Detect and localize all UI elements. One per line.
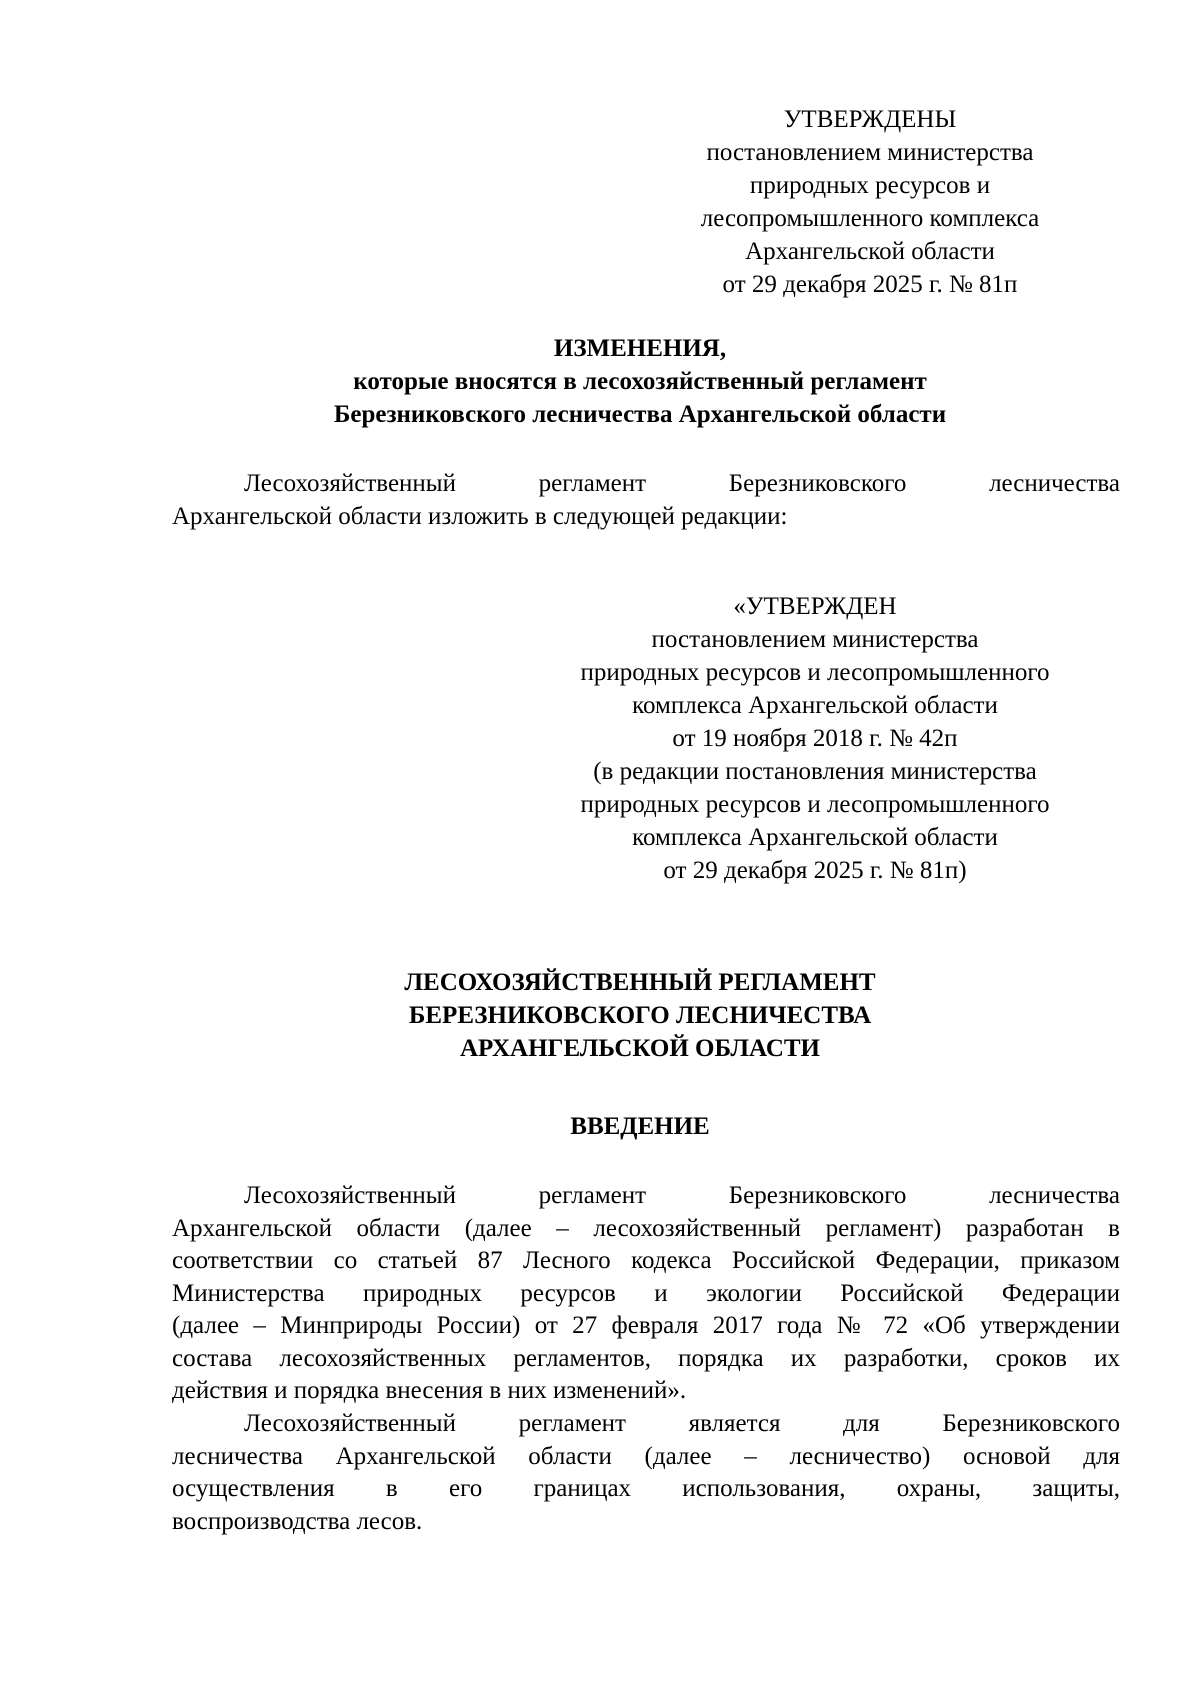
paragraph-line: (далее – Минприроды России) от 27 февраля 2017 года № 72 «Об утверждении [172,1312,1120,1339]
approval-line: природных ресурсов и [749,172,991,199]
paragraph-line: воспроизводства лесов. [172,1507,423,1535]
approval-block [660,103,1080,301]
intro-line: Архангельской области изложить в следующей редакции: [172,502,788,530]
paragraph-line: осуществления в его границах использования, охраны, защиты, [172,1475,1120,1502]
approved-line: природных ресурсов и лесопромышленного [580,791,1050,818]
changes-title-line: Березниковского лесничества Архангельской области [333,401,947,428]
regulation-title-line: БЕРЕЗНИКОВСКОГО ЛЕСНИЧЕСТВА [408,1002,872,1029]
paragraph-introduction [172,1180,1120,1408]
paragraph-line: Лесохозяйственный регламент является для Березниковского [244,1410,1120,1437]
paragraph-line: соответствии со статьей 87 Лесного кодекса Российской Федерации, приказом [172,1247,1120,1274]
approved-line: комплекса Архангельской области [632,692,998,719]
approval-line: УТВЕРЖДЕНЫ [783,106,957,133]
section-heading: ВВЕДЕНИЕ [570,1113,710,1140]
paragraph-line: лесничества Архангельской области (далее – лесничество) основой для [172,1442,1120,1470]
approval-line: Архангельской области [745,238,995,265]
paragraph-line: действия и порядка внесения в них изменений». [172,1377,687,1404]
changes-title-line: которые вносятся в лесохозяйственный регламент [353,368,927,395]
paragraph-purpose [172,1408,1120,1538]
paragraph-line: Лесохозяйственный регламент Березниковского лесничества [244,1182,1120,1209]
paragraph-line: состава лесохозяйственных регламентов, порядка их разработки, сроков их [172,1344,1120,1372]
approved-line: «УТВЕРЖДЕН [733,593,897,620]
intro-paragraph [172,468,1120,533]
approved-line: от 19 ноября 2018 г. № 42п [672,725,958,752]
paragraph-line: Архангельской области (далее – лесохозяйственный регламент) разработан в [172,1214,1120,1242]
approved-line: постановлением министерства [651,626,979,653]
changes-title-line: ИЗМЕНЕНИЯ, [553,335,727,362]
approval-line: от 29 декабря 2025 г. № 81п [722,271,1018,298]
approved-line: от 29 декабря 2025 г. № 81п) [663,857,967,884]
approved-line: (в редакции постановления министерства [593,758,1037,785]
approved-block [555,590,1075,887]
changes-title [160,332,1120,431]
regulation-title-line: АРХАНГЕЛЬСКОЙ ОБЛАСТИ [460,1035,820,1062]
intro-line: Лесохозяйственный регламент Березниковского лесничества [244,470,1120,497]
approved-line: комплекса Архангельской области [632,824,998,851]
approval-line: постановлением министерства [706,139,1034,166]
regulation-title-line: ЛЕСОХОЗЯЙСТВЕННЫЙ РЕГЛАМЕНТ [404,969,876,996]
approval-line: лесопромышленного комплекса [700,205,1040,232]
regulation-title [160,966,1120,1065]
approved-line: природных ресурсов и лесопромышленного [580,659,1050,686]
paragraph-line: Министерства природных ресурсов и экологии Российской Федерации [172,1279,1120,1307]
